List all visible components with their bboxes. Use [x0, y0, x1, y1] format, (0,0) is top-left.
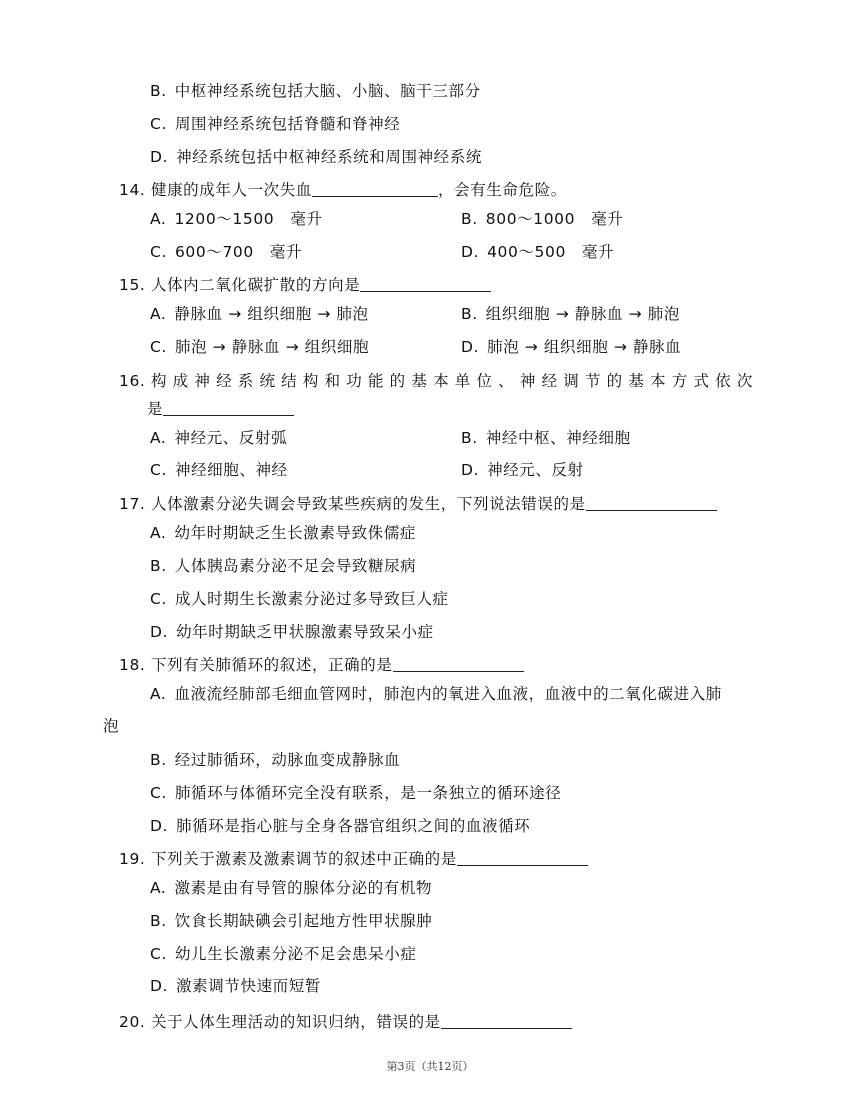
q14-option-b	[461, 209, 623, 229]
option-letter: D.	[150, 817, 169, 835]
answer-blank[interactable]	[393, 655, 524, 672]
answer-blank[interactable]	[163, 399, 294, 416]
option-text: 激素是由有导管的腺体分泌的有机物	[174, 879, 433, 897]
option-text: 周围神经系统包括脊髓和脊神经	[174, 115, 401, 133]
option-letter: B.	[150, 912, 167, 930]
answer-blank[interactable]	[360, 275, 491, 292]
q14-option-a	[150, 209, 323, 229]
option-text: 饮食长期缺碘会引起地方性甲状腺肿	[174, 912, 433, 930]
question-text: 健康的成年人一次失血	[150, 181, 312, 199]
q19-option-c	[150, 944, 416, 964]
option-text: 成人时期生长激素分泌过多导致巨人症	[174, 590, 449, 608]
option-text: 肺循环与体循环完全没有联系，是一条独立的循环途径	[174, 784, 562, 802]
q18-option-c	[150, 783, 561, 803]
question-text: 人体内二氧化碳扩散的方向是	[150, 276, 361, 294]
q18-stem	[119, 655, 524, 675]
option-letter: B.	[461, 305, 478, 323]
q13-option-c	[150, 114, 400, 134]
option-letter: D.	[150, 623, 169, 641]
question-text-after: ，会有生命危险。	[438, 181, 567, 199]
q15-option-b	[461, 304, 680, 324]
question-text: 关于人体生理活动的知识归纳，错误的是	[150, 1013, 441, 1031]
q18-option-a	[150, 684, 722, 704]
option-letter: B.	[461, 210, 478, 228]
option-text: 神经中枢、神经细胞	[485, 429, 631, 447]
option-letter: A.	[150, 210, 167, 228]
option-text: 中枢神经系统包括大脑、小脑、脑干三部分	[174, 82, 481, 100]
q16-option-b	[461, 428, 631, 448]
q20-stem	[119, 1012, 572, 1032]
option-text: 幼儿生长激素分泌不足会患呆小症	[174, 945, 417, 963]
option-letter: A.	[150, 685, 167, 703]
question-text: 人体激素分泌失调会导致某些疾病的发生，下列说法错误的是	[150, 495, 586, 513]
option-text: 血液流经肺部毛细血管网时，肺泡内的氧进入血液，血液中的二氧化碳进入肺	[174, 685, 722, 703]
q15-option-d	[461, 337, 681, 357]
option-text: 人体胰岛素分泌不足会导致糖尿病	[174, 557, 417, 575]
question-text: 下列有关肺循环的叙述，正确的是	[150, 656, 393, 674]
question-text: 下列关于激素及激素调节的叙述中正确的是	[150, 850, 457, 868]
q17-option-b	[150, 556, 416, 576]
q14-stem	[119, 180, 567, 200]
option-letter: C.	[150, 784, 167, 802]
option-text: 肺泡 → 静脉血 → 组织细胞	[174, 338, 370, 356]
option-letter: D.	[461, 243, 480, 261]
page-footer: 第3页（共12页）	[386, 1060, 474, 1073]
option-text: 神经系统包括中枢神经系统和周围神经系统	[176, 148, 482, 166]
option-letter: B.	[150, 751, 167, 769]
q17-option-a	[150, 523, 416, 543]
answer-blank[interactable]	[312, 180, 438, 197]
q18-option-d	[150, 816, 530, 836]
option-letter: A.	[150, 305, 167, 323]
option-text-cont: 泡	[103, 717, 120, 735]
option-letter: D.	[461, 338, 480, 356]
question-number: 16.	[119, 372, 146, 390]
question-number: 14.	[119, 181, 146, 199]
q16-option-c	[150, 460, 288, 480]
answer-blank[interactable]	[586, 494, 717, 511]
q15-option-c	[150, 337, 369, 357]
q16-option-d	[461, 460, 584, 480]
option-text: 组织细胞 → 静脉血 → 肺泡	[485, 305, 680, 323]
question-number: 15.	[119, 276, 146, 294]
option-text: 激素调节快速而短暂	[176, 977, 321, 995]
q17-stem	[119, 494, 717, 514]
option-letter: C.	[150, 945, 167, 963]
q19-option-b	[150, 911, 432, 931]
option-letter: A.	[150, 524, 167, 542]
option-letter: B.	[150, 82, 167, 100]
question-number: 17.	[119, 495, 146, 513]
q16-option-a	[150, 428, 287, 448]
q16-stem-cont	[147, 399, 294, 419]
q16-stem	[119, 371, 759, 391]
option-letter: D.	[150, 148, 169, 166]
question-number: 20.	[119, 1013, 146, 1031]
option-text: 800～1000 毫升	[485, 210, 624, 228]
option-text: 400～500 毫升	[487, 243, 615, 261]
option-text: 静脉血 → 组织细胞 → 肺泡	[174, 305, 369, 323]
question-text-cont: 是	[147, 400, 164, 418]
option-text: 600～700 毫升	[174, 243, 303, 261]
option-letter: D.	[150, 977, 169, 995]
option-text: 幼年时期缺乏甲状腺激素导致呆小症	[176, 623, 434, 641]
q19-stem	[119, 849, 588, 869]
question-number: 18.	[119, 656, 146, 674]
option-letter: C.	[150, 243, 167, 261]
q18-option-b	[150, 750, 400, 770]
q17-option-d	[150, 622, 434, 642]
q13-option-b	[150, 81, 481, 101]
option-text: 神经元、反射	[487, 461, 584, 479]
option-letter: A.	[150, 429, 167, 447]
question-number: 19.	[119, 850, 146, 868]
option-text: 幼年时期缺乏生长激素导致侏儒症	[174, 524, 416, 542]
q15-option-a	[150, 304, 369, 324]
q19-option-a	[150, 878, 432, 898]
option-letter: B.	[461, 429, 478, 447]
option-letter: D.	[461, 461, 480, 479]
q13-option-d	[150, 147, 482, 167]
option-text: 1200～1500 毫升	[174, 210, 323, 228]
option-text: 神经元、反射弧	[174, 429, 288, 447]
option-text: 肺泡 → 组织细胞 → 静脉血	[487, 338, 682, 356]
q19-option-d	[150, 976, 321, 996]
q14-option-c	[150, 242, 302, 262]
option-text: 经过肺循环，动脉血变成静脉血	[174, 751, 401, 769]
option-letter: C.	[150, 338, 167, 356]
q15-stem	[119, 275, 491, 295]
question-text: 构成神经系统结构和功能的基本单位、神经调节的基本方式依次	[150, 372, 759, 390]
option-letter: C.	[150, 115, 167, 133]
option-letter: A.	[150, 879, 167, 897]
answer-blank[interactable]	[457, 849, 588, 866]
option-letter: C.	[150, 590, 167, 608]
answer-blank[interactable]	[441, 1012, 572, 1029]
q14-option-d	[461, 242, 614, 262]
option-letter: C.	[150, 461, 167, 479]
q18-option-a-cont	[103, 716, 119, 736]
option-letter: B.	[150, 557, 167, 575]
q17-option-c	[150, 589, 449, 609]
option-text: 神经细胞、神经	[174, 461, 288, 479]
option-text: 肺循环是指心脏与全身各器官组织之间的血液循环	[176, 817, 531, 835]
